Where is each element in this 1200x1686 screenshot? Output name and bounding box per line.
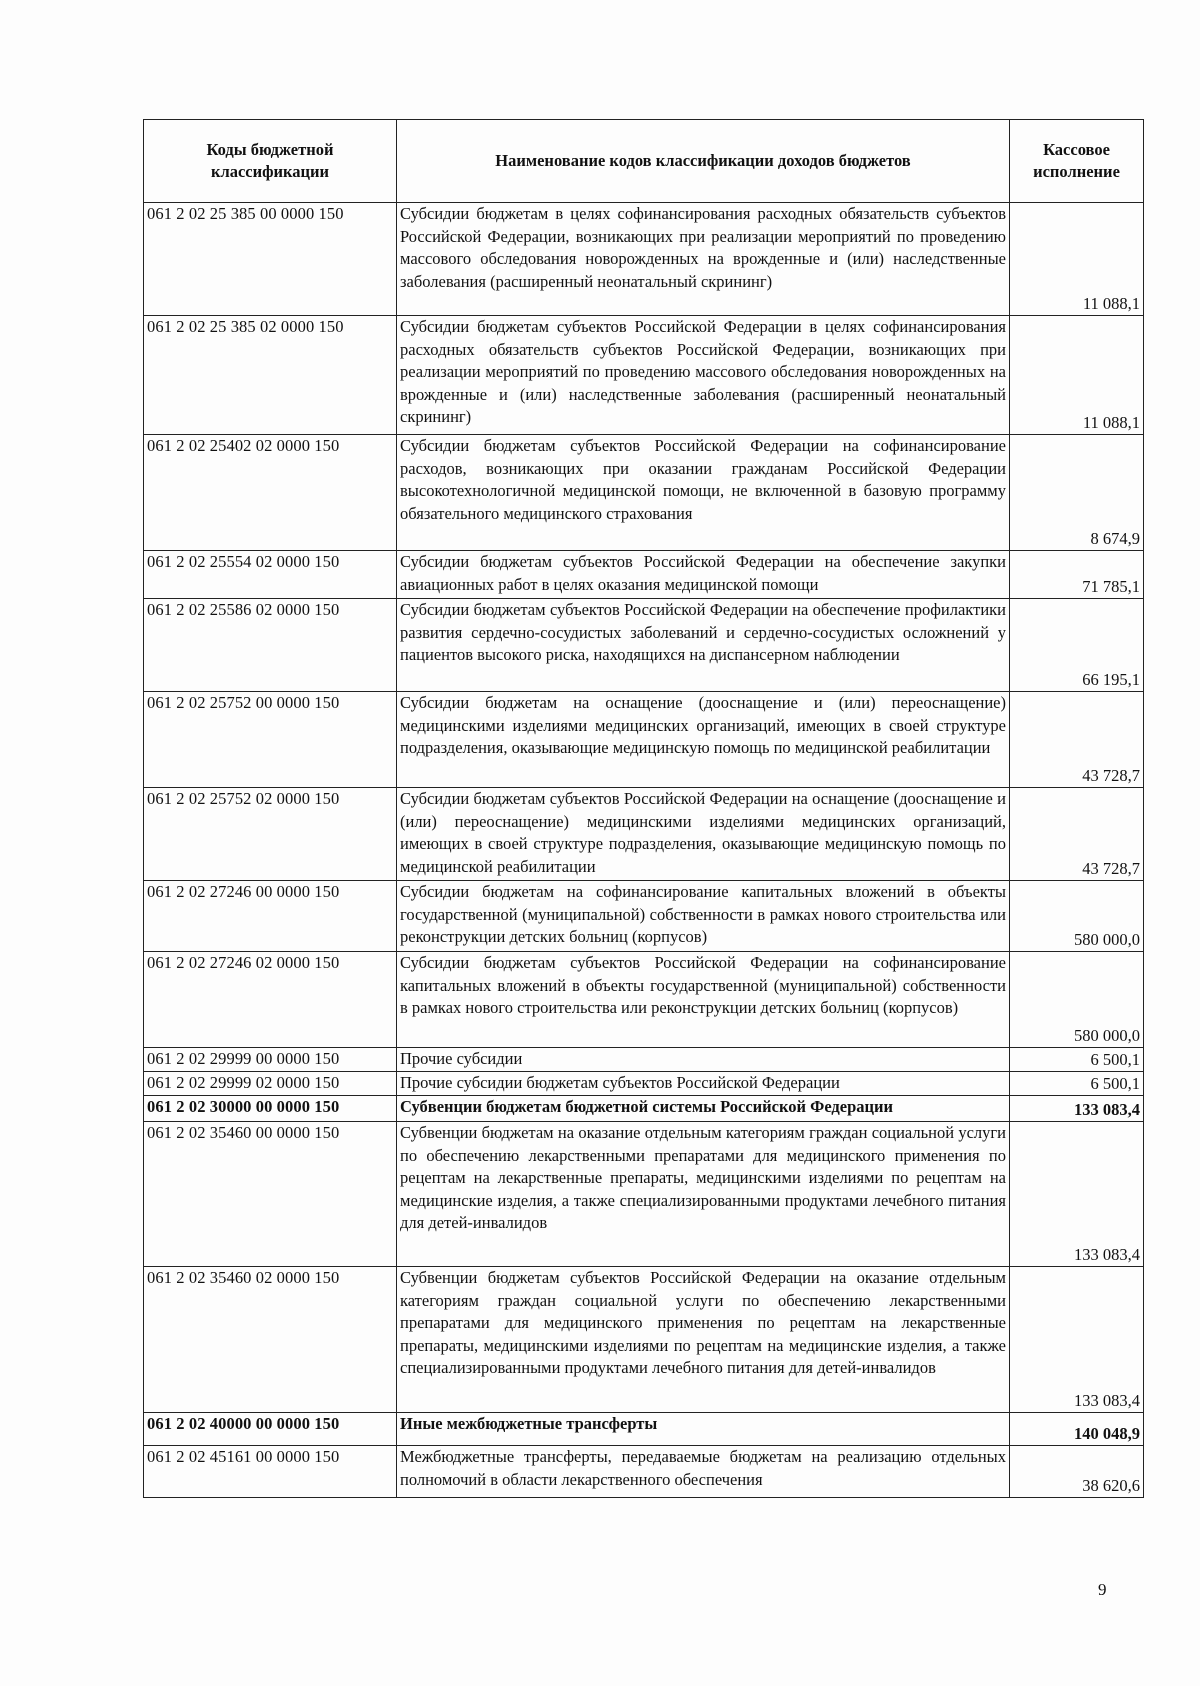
row-name: Субвенции бюджетам субъектов Российской Федерации на оказание отдельным категориям граждан социальной услуги по обеспечению лекарственными препаратами для медицинского применения по рецептам на лекарственные препараты, медицинскими изделиями по рецептам на медицинские изделия, а также специализированными продуктами лечебного питания для детей-инвалидов xyxy=(397,1267,1010,1413)
table-row xyxy=(144,952,1144,1048)
table-row xyxy=(144,788,1144,881)
row-code: 061 2 02 29999 02 0000 150 xyxy=(144,1072,397,1096)
row-code: 061 2 02 35460 00 0000 150 xyxy=(144,1122,397,1267)
row-name: Межбюджетные трансферты, передаваемые бюджетам на реализацию отдельных полномочий в области лекарственного обеспечения xyxy=(397,1446,1010,1498)
row-sum: 6 500,1 xyxy=(1010,1072,1144,1096)
row-sum: 43 728,7 xyxy=(1010,692,1144,788)
row-code: 061 2 02 27246 00 0000 150 xyxy=(144,881,397,952)
row-name: Субсидии бюджетам на оснащение (дооснащение и (или) переоснащение) медицинскими изделиями медицинских организаций, имеющих в своей структуре подразделения, оказывающие медицинскую помощь по медицинской реабилитации xyxy=(397,692,1010,788)
row-name: Субсидии бюджетам субъектов Российской Федерации в целях софинансирования расходных обязательств субъектов Российской Федерации, возникающих при реализации мероприятий по проведению массового обследования новорожденных на врожденные и (или) наследственные заболевания (расширенный неонатальный скрининг) xyxy=(397,316,1010,435)
header-name: Наименование кодов классификации доходов бюджетов xyxy=(397,120,1010,203)
row-sum: 133 083,4 xyxy=(1010,1096,1144,1122)
row-sum: 133 083,4 xyxy=(1010,1122,1144,1267)
table-row xyxy=(144,1048,1144,1072)
row-code: 061 2 02 40000 00 0000 150 xyxy=(144,1413,397,1446)
row-code: 061 2 02 25 385 00 0000 150 xyxy=(144,203,397,316)
table-row xyxy=(144,1122,1144,1267)
row-name: Субсидии бюджетам субъектов Российской Федерации на оснащение (дооснащение и (или) переоснащение) медицинскими изделиями медицинских организаций, имеющих в своей структуре подразделения, оказывающие медицинскую помощь по медицинской реабилитации xyxy=(397,788,1010,881)
table-row xyxy=(144,203,1144,316)
page-number: 9 xyxy=(1098,1580,1107,1599)
row-code: 061 2 02 25554 02 0000 150 xyxy=(144,551,397,599)
table-row xyxy=(144,551,1144,599)
row-name: Субвенции бюджетам на оказание отдельным категориям граждан социальной услуги по обеспечению лекарственными препаратами для медицинского применения по рецептам на лекарственные препараты, медицинскими изделиями по рецептам на медицинские изделия, а также специализированными продуктами лечебного питания для детей-инвалидов xyxy=(397,1122,1010,1267)
table-row xyxy=(144,1446,1144,1498)
table-row xyxy=(144,1413,1144,1446)
row-sum: 8 674,9 xyxy=(1010,435,1144,551)
table-header-row xyxy=(144,120,1144,203)
row-code: 061 2 02 27246 02 0000 150 xyxy=(144,952,397,1048)
header-sum: Кассовое исполнение xyxy=(1010,120,1144,203)
row-sum: 140 048,9 xyxy=(1010,1413,1144,1446)
row-name: Субсидии бюджетам на софинансирование капитальных вложений в объекты государственной (муниципальной) собственности в рамках нового строительства или реконструкции детских больниц (корпусов) xyxy=(397,881,1010,952)
row-code: 061 2 02 29999 00 0000 150 xyxy=(144,1048,397,1072)
table-body xyxy=(144,203,1144,1498)
table-row xyxy=(144,1267,1144,1413)
row-name: Субсидии бюджетам субъектов Российской Федерации на обеспечение закупки авиационных работ в целях оказания медицинской помощи xyxy=(397,551,1010,599)
row-sum: 6 500,1 xyxy=(1010,1048,1144,1072)
row-name: Субсидии бюджетам субъектов Российской Федерации на обеспечение профилактики развития сердечно-сосудистых заболеваний и сердечно-сосудистых осложнений у пациентов высокого риска, находящихся на диспансерном наблюдении xyxy=(397,599,1010,692)
row-sum: 38 620,6 xyxy=(1010,1446,1144,1498)
row-name: Субсидии бюджетам в целях софинансирования расходных обязательств субъектов Российской Федерации, возникающих при реализации мероприятий по проведению массового обследования новорожденных на врожденные и (или) наследственные заболевания (расширенный неонатальный скрининг) xyxy=(397,203,1010,316)
row-name: Субвенции бюджетам бюджетной системы Российской Федерации xyxy=(397,1096,1010,1122)
row-name: Субсидии бюджетам субъектов Российской Федерации на софинансирование капитальных вложений в объекты государственной (муниципальной) собственности в рамках нового строительства или реконструкции детских больниц (корпусов) xyxy=(397,952,1010,1048)
header-code: Коды бюджетной классификации xyxy=(144,120,397,203)
row-sum: 133 083,4 xyxy=(1010,1267,1144,1413)
table-row xyxy=(144,881,1144,952)
table-row xyxy=(144,599,1144,692)
table-row xyxy=(144,1072,1144,1096)
table-row xyxy=(144,692,1144,788)
row-code: 061 2 02 35460 02 0000 150 xyxy=(144,1267,397,1413)
row-sum: 11 088,1 xyxy=(1010,316,1144,435)
row-sum: 580 000,0 xyxy=(1010,881,1144,952)
row-sum: 66 195,1 xyxy=(1010,599,1144,692)
row-sum: 580 000,0 xyxy=(1010,952,1144,1048)
row-code: 061 2 02 45161 00 0000 150 xyxy=(144,1446,397,1498)
row-name: Прочие субсидии бюджетам субъектов Российской Федерации xyxy=(397,1072,1010,1096)
table-row xyxy=(144,316,1144,435)
row-name: Прочие субсидии xyxy=(397,1048,1010,1072)
row-name: Иные межбюджетные трансферты xyxy=(397,1413,1010,1446)
row-sum: 11 088,1 xyxy=(1010,203,1144,316)
row-name: Субсидии бюджетам субъектов Российской Федерации на софинансирование расходов, возникающих при оказании гражданам Российской Федерации высокотехнологичной медицинской помощи, не включенной в базовую программу обязательного медицинского страхования xyxy=(397,435,1010,551)
row-code: 061 2 02 30000 00 0000 150 xyxy=(144,1096,397,1122)
row-sum: 43 728,7 xyxy=(1010,788,1144,881)
table-row xyxy=(144,435,1144,551)
row-sum: 71 785,1 xyxy=(1010,551,1144,599)
row-code: 061 2 02 25 385 02 0000 150 xyxy=(144,316,397,435)
row-code: 061 2 02 25586 02 0000 150 xyxy=(144,599,397,692)
row-code: 061 2 02 25402 02 0000 150 xyxy=(144,435,397,551)
table-row xyxy=(144,1096,1144,1122)
row-code: 061 2 02 25752 02 0000 150 xyxy=(144,788,397,881)
row-code: 061 2 02 25752 00 0000 150 xyxy=(144,692,397,788)
budget-revenue-table xyxy=(143,119,1144,1498)
